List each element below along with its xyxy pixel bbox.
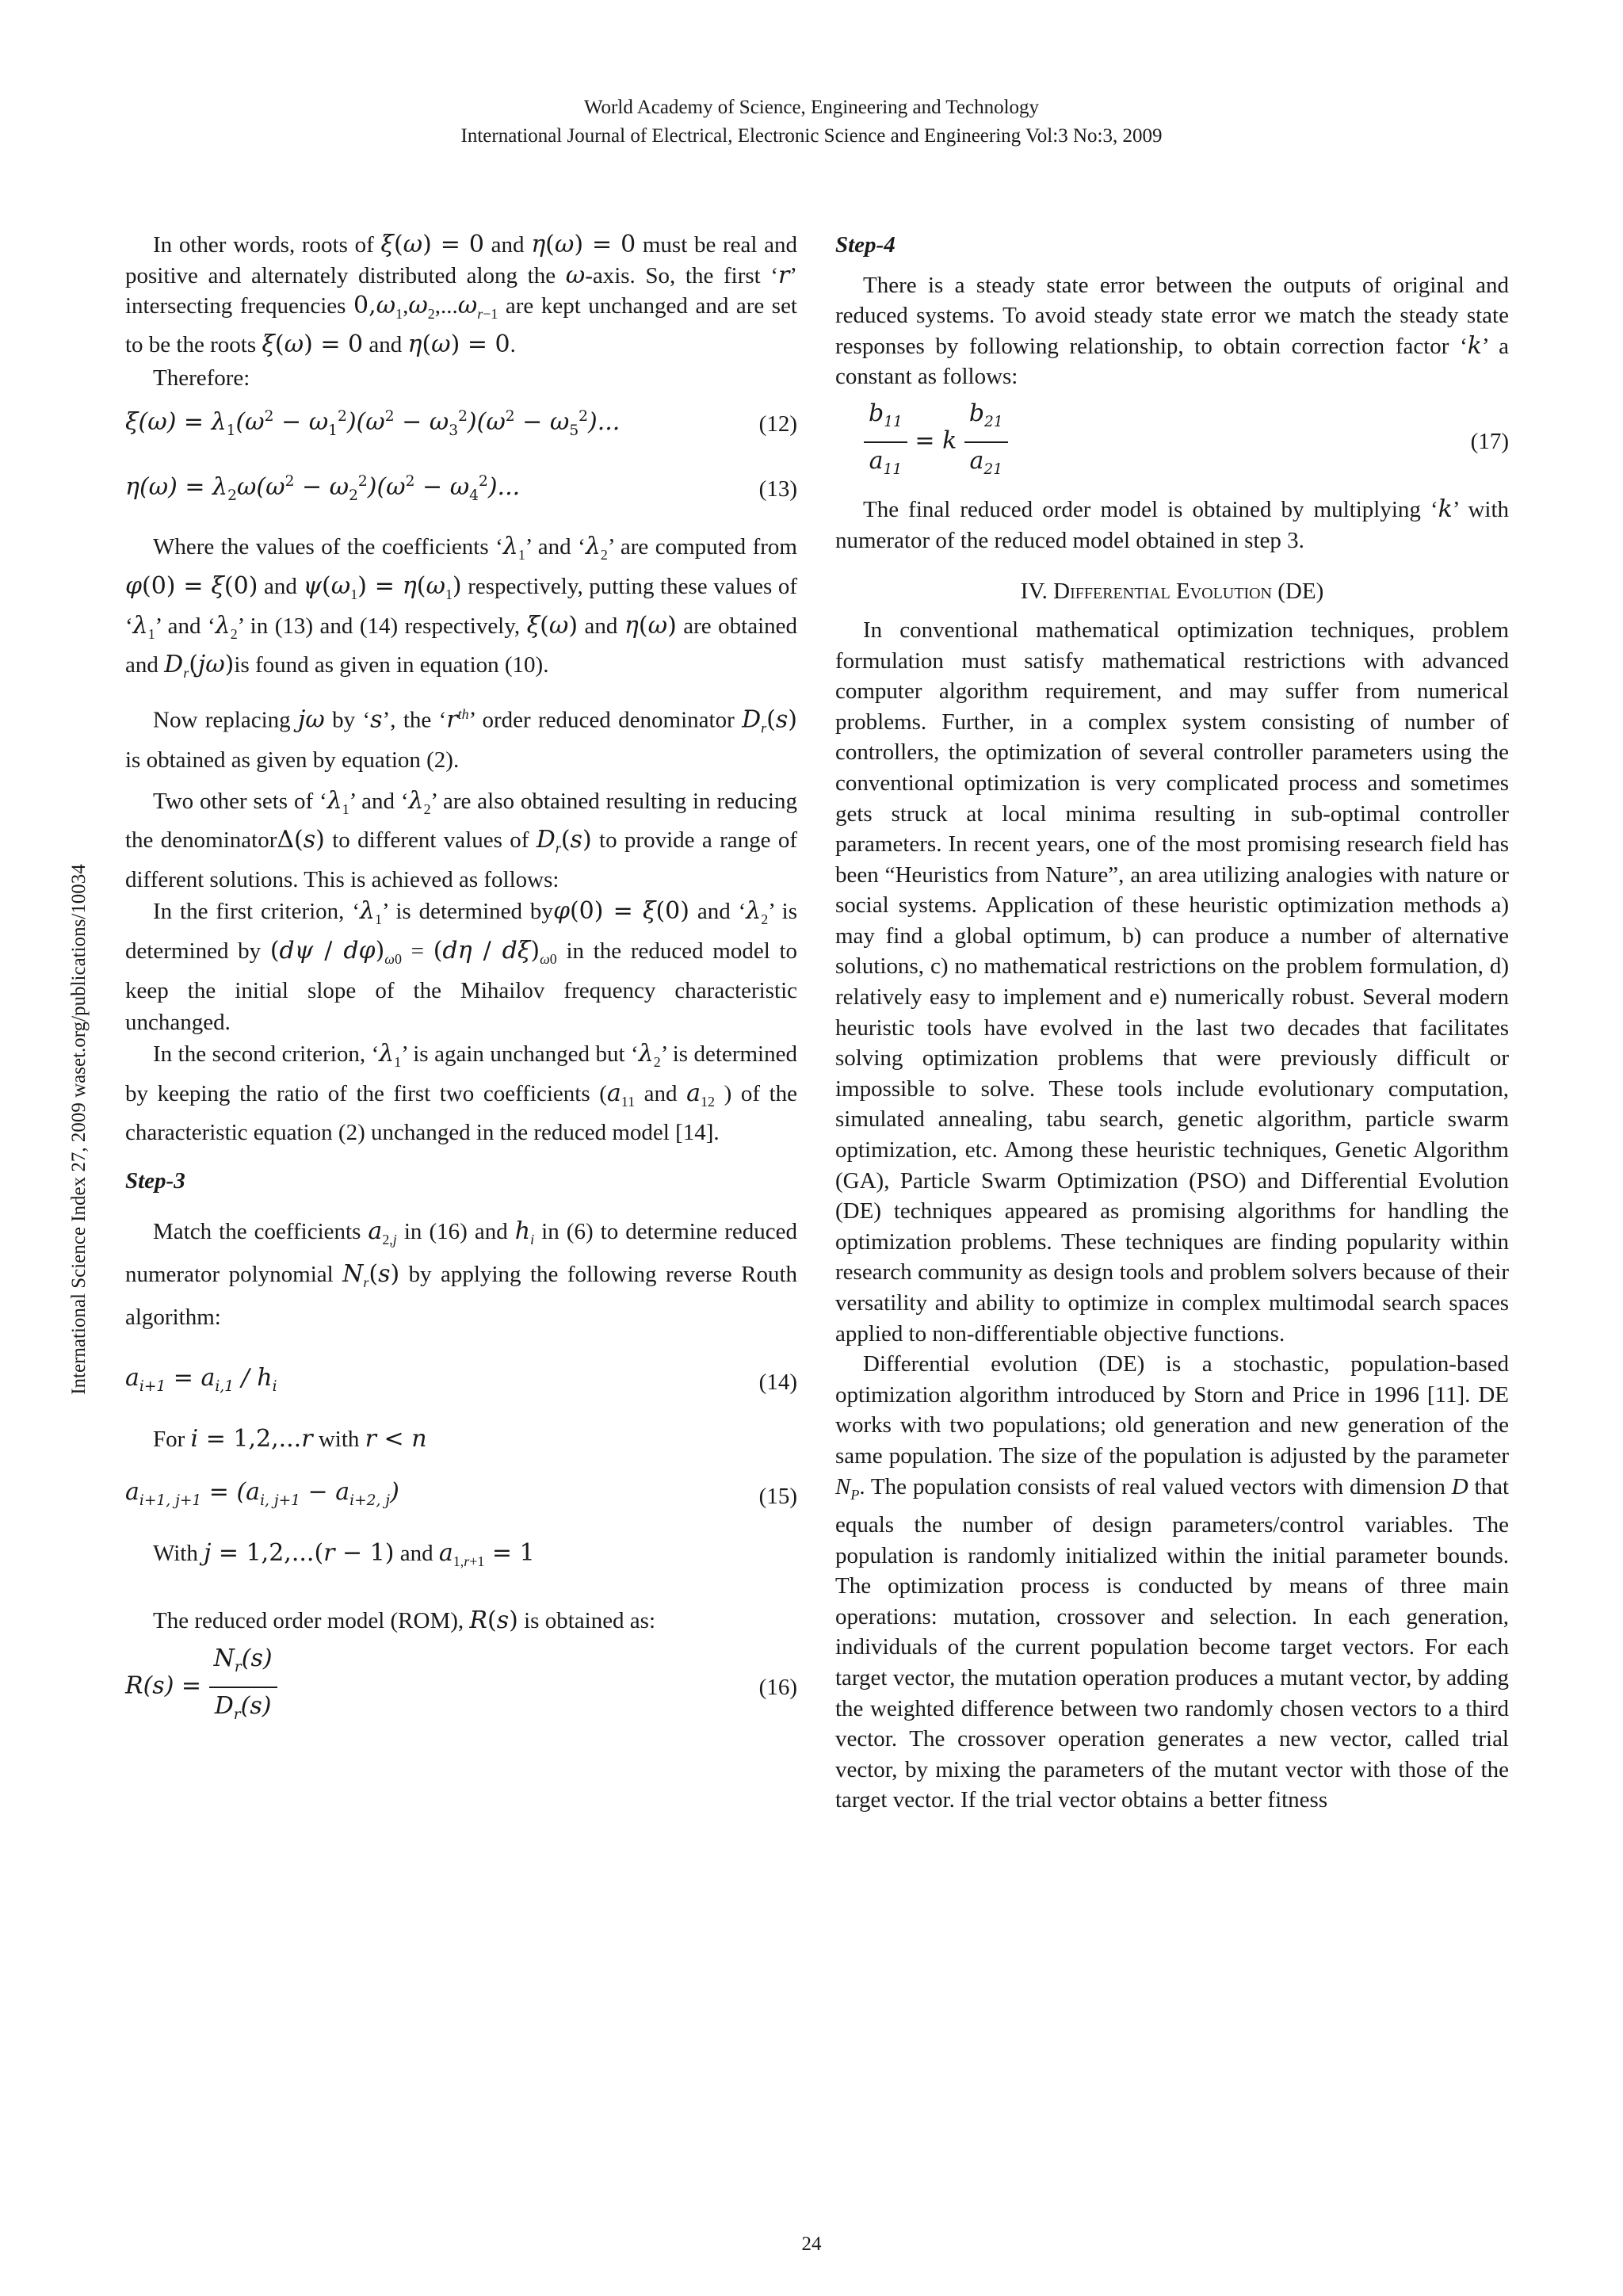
paragraph-de-description: Differential evolution (DE) is a stochastic, population-based optimization algorithm introduced by Storn and Price in 1996 [11]. DE works with two populations; old generation and new generation of the same population. The size of the population is adjusted by the parameter $N_P$. The population consists of real valued vectors with dimension D that equals the number of design parameters/control variables. The population is randomly initialized within the initial parameter bounds. The optimization process is conducted by means of three main operations: mutation, crossover and selection. In each generation, individuals of the current population become target vectors. For each target vector, the mutation operation produces a mutant vector, by adding the weighted difference between two randomly chosen vectors to a third vector. The crossover operation generates a new vector, called trial vector, by mixing the parameters of the mutant vector with those of the target vector. If the trial vector obtains a better fitness [835, 1351, 1510, 1813]
paragraph-other-sets: Two other sets of ‘$\lambda_1$’ and ‘$\lambda_2$’ are also obtained resulting in reducing the denominatorΔ(s) to different values of $D_r(s)$ to provide a range of different solutions. This is achieved as follows: [125, 786, 798, 893]
paragraph-replacing: Now replacing jω by ‘s’, the ‘$r^{th}$’ order reduced denominator $D_r(s)$ is obtained as given by equation (2). [125, 705, 797, 773]
paragraph-second-criterion: In the second criterion, ‘$\lambda_1$’ is again unchanged but ‘$\lambda_2$’ is determined by keeping the ratio of the first two coefficients ($a_{11}$ and $a_{12}$ ) of the characteristic equation (2) unchanged in the reduced model [14]. [125, 1039, 797, 1146]
paragraph-roots: In other words, roots of ξ(ω) = 0 and η(ω) = 0 must be real and positive and alternately distributed along the ω-axis. So, the first ‘r’ intersecting frequencies $0,\omega_1,\omega_2,...\omega_{r-1}$ are kept unchanged and are set to be the roots ξ(ω) = 0 and η(ω) = 0. [125, 231, 797, 358]
equation-17-number: (17) [1470, 429, 1509, 455]
equation-15-number: (15) [758, 1484, 797, 1510]
left-column [125, 230, 797, 1731]
paragraph-match-coefficients: Match the coefficients $a_{2,j}$ in (16) and $h_i$ in (6) to determine reduced numerator polynomial $N_r(s)$ by applying the following reverse Routh algorithm: [125, 1217, 798, 1330]
section-title-de: IV. Differential Evolution (DE) [1020, 579, 1324, 605]
step-4-heading: Step-4 [835, 232, 896, 258]
paragraph-final-model: The final reduced order model is obtained by multiplying ‘k’ with numerator of the reduced model obtained in step 3. [835, 495, 1510, 553]
equation-15: $a_{i+1, j+1} = (a_{i, j+1} - a_{i+2, j})$ (15) [125, 1477, 797, 1517]
equation-13: $\eta(\omega) = \lambda_2\omega(\omega^2 - \omega_2^2)(\omega^2 - \omega_4^2)$... (13) [125, 473, 797, 505]
equation-12-number: (12) [758, 411, 797, 437]
page-number: 24 [801, 2233, 822, 2255]
paragraph-coefficients: Where the values of the coefficients ‘$\lambda_1$’ and ‘$\lambda_2$’ are computed from φ(0) = ξ(0) and $\psi(\omega_1) = \eta(\omega_1)$ respectively, putting these values of ‘$\lambda_1$’ and ‘$\lambda_2$’ in (13) and (14) respectively, ξ(ω) and η(ω) are obtained and $D_r(j\omega)is$ found as given in equation (10). [125, 532, 798, 682]
for-line: For i = 1,2,...r with r < n [153, 1425, 427, 1454]
right-column [835, 230, 1509, 1816]
paragraph-steady-state: There is a steady state error between the outputs of original and reduced systems. To avoid steady state error we match the steady state responses by following relationship, to obtain correction factor ‘k’ a constant as follows: [835, 272, 1509, 390]
equation-14: $a_{i+1} = a_{i,1} / h_i$ (14) [125, 1363, 797, 1403]
header-line-2: International Journal of Electrical, Electronic Science and Engineering Vol:3 No:3, 2009 [460, 125, 1163, 147]
paragraph-first-criterion: In the first criterion, ‘$\lambda_1$’ is determined byφ(0) = ξ(0) and ‘$\lambda_2$’ is determined by $(d\psi / d\varphi)_{\omega 0} = (d\eta / d\xi)_{\omega 0}$ in the reduced model to keep the initial slope of the Mihailov frequency characteristic unchanged. [125, 897, 798, 1035]
therefore-text: Therefore: [153, 365, 250, 392]
equation-16-number: (16) [758, 1674, 797, 1700]
sidebar-citation: International Science Index 27, 2009 waset.org/publications/10034 [68, 864, 90, 1395]
step-3-heading: Step-3 [125, 1168, 185, 1194]
paragraph-heuristics: In conventional mathematical optimization techniques, problem formulation must satisfy mathematical restrictions with advanced computer algorithm requirement, and may suffer from numerical problems. Further, in a complex system consisting of number of controllers, the optimization of several controller parameters using the conventional optimization is very complicated process and sometimes gets struck at local minima resulting in sub-optimal controller parameters. In recent years, one of the most promising research field has been “Heuristics from Nature”, an area utilizing analogies with nature or social systems. Application of these heuristic optimization methods a) may find a global optimum, b) can produce a number of alternative solutions, c) no mathematical restrictions on the problem formulation, d) relatively easy to implement and e) numerically robust. Several modern heuristic tools have evolved in the last two decades that facilitates solving optimization problems that were previously difficult or impossible to solve. These tools include evolutionary computation, simulated annealing, tabu search, genetic algorithm, particle swarm optimization, etc. Among these heuristic techniques, Genetic Algorithm (GA), Particle Swarm Optimization (PSO) and Differential Evolution (DE) techniques appeared as promising algorithms for handling the optimization problems. These techniques are finding popularity within research community as design tools and problem solvers because of their versatility and ability to optimize in complex multimodal search spaces applied to non-differentiable objective functions. [835, 617, 1509, 1347]
equation-14-number: (14) [758, 1370, 797, 1396]
equation-16: R(s) = $\frac{N_r(s)}{D_r(s)}$ (16) [125, 1645, 797, 1723]
header-line-1: World Academy of Science, Engineering and Technology [583, 97, 1040, 118]
rom-line: The reduced order model (ROM), R(s) is obtained as: [153, 1606, 656, 1634]
equation-17: $\frac{b_{11}}{a_{11}}$ = k $\frac{b_{21}}{a_{21}}$ (17) [835, 399, 1509, 485]
equation-13-number: (13) [758, 476, 797, 502]
equation-12: $\xi(\omega) = \lambda_1(\omega^2 - \omega_1^2)(\omega^2 - \omega_3^2)(\omega^2 - \omega_5^2)$... (12) [125, 407, 797, 439]
page-header [0, 94, 1623, 151]
with-line: With j = 1,2,...(r − 1) and $a_{1,r+1} = 1$ [153, 1539, 535, 1570]
